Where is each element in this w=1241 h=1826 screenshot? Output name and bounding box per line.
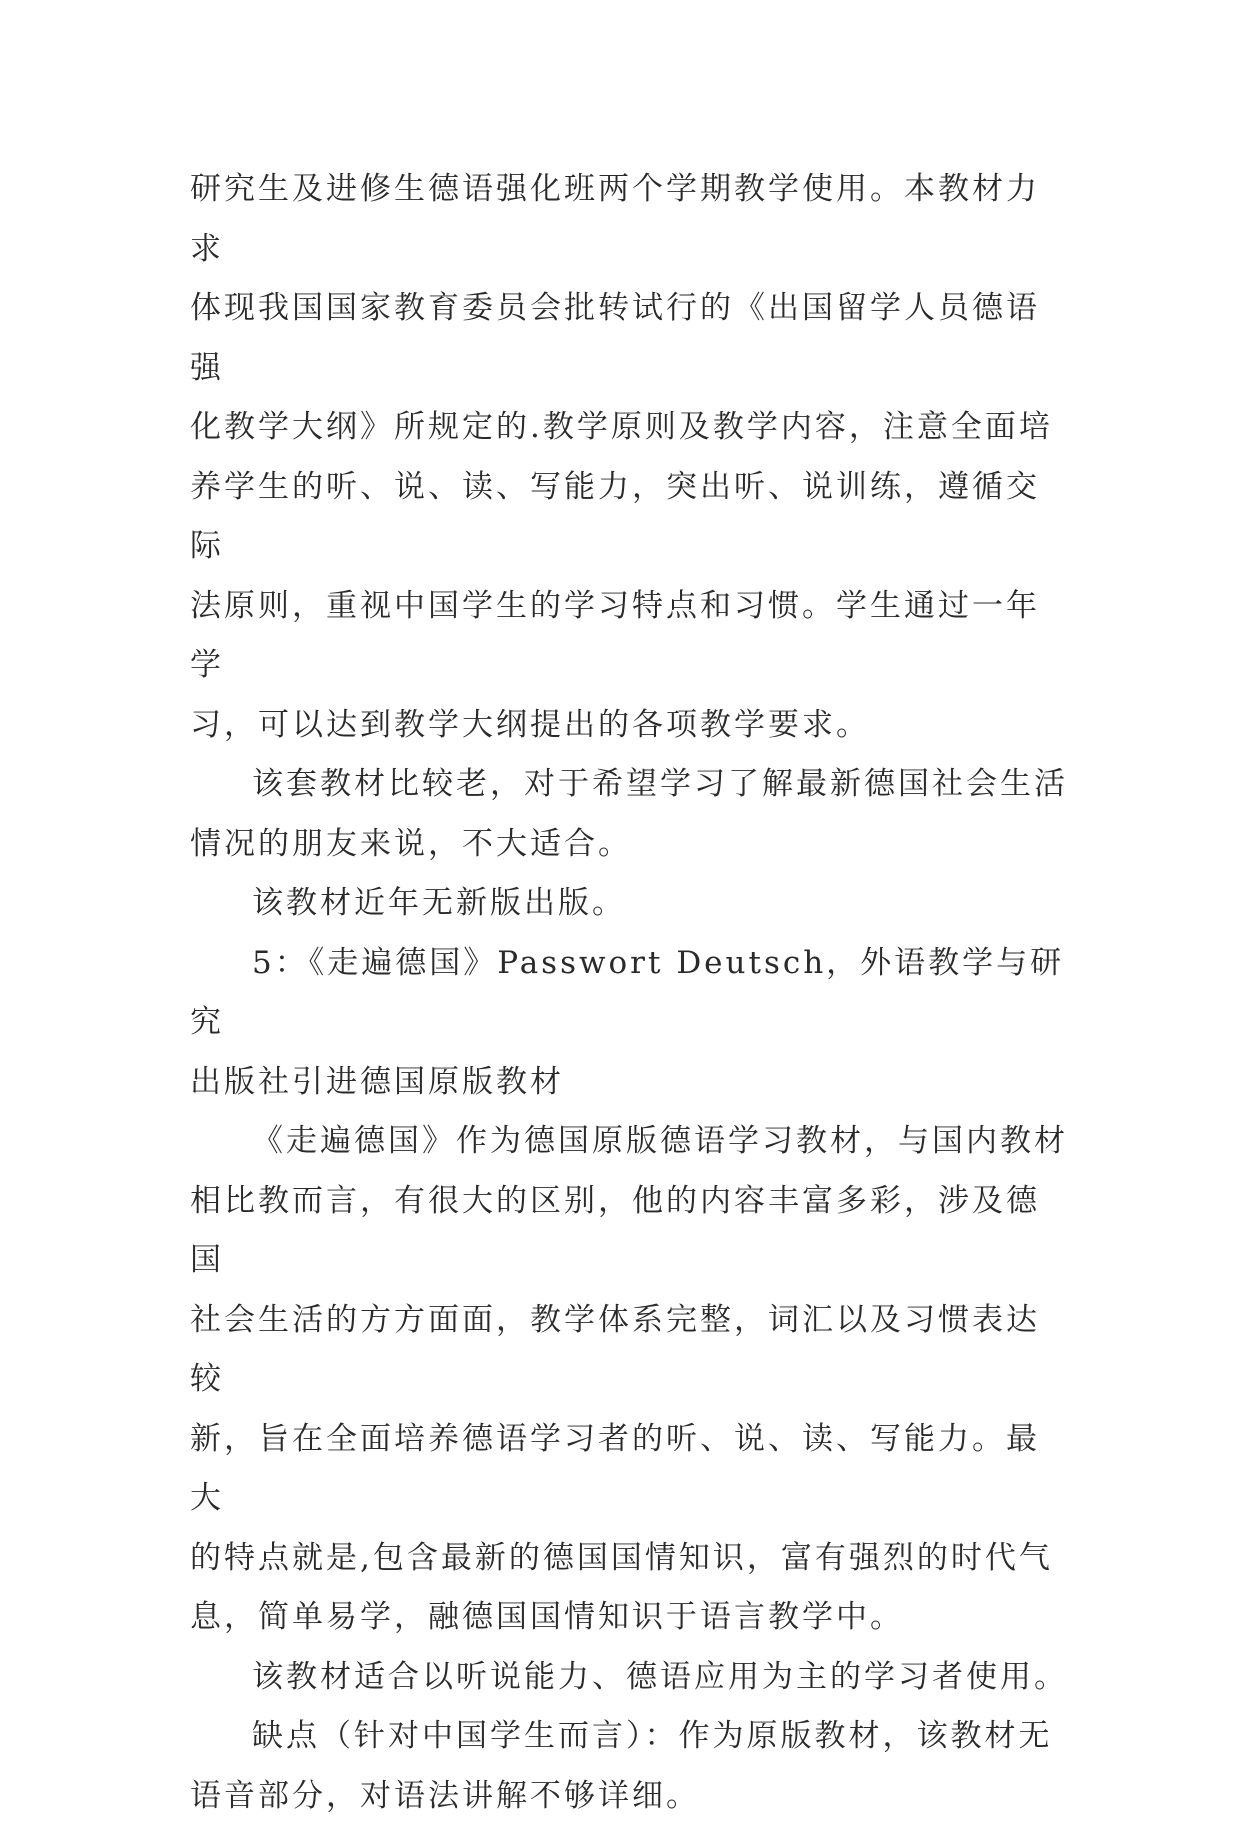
text-line: 5：《走遍德国》Passwort Deutsch，外语教学与研究 xyxy=(190,944,1065,1040)
text-line: 该教材近年无新版出版。 xyxy=(252,885,626,921)
text-line: 相比教而言，有很大的区别，他的内容丰富多彩，涉及德国 xyxy=(190,1182,1040,1278)
text-line: 该套教材比较老，对于希望学习了解最新德国社会生活 xyxy=(252,766,1068,802)
document-body xyxy=(190,160,1070,1826)
text-line: 习，可以达到教学大纲提出的各项教学要求。 xyxy=(190,706,870,743)
text-line: 养学生的听、说、读、写能力，突出听、说训练，遵循交际 xyxy=(190,468,1040,564)
text-line: 体现我国国家教育委员会批转试行的《出国留学人员德语强 xyxy=(190,290,1040,386)
text-line: 的特点就是,包含最新的德国国情知识，富有强烈的时代气 xyxy=(190,1539,1053,1576)
paragraph-no-new-edition xyxy=(190,874,1070,934)
paragraph-old-material-note xyxy=(190,755,1070,874)
text-line: 新，旨在全面培养德语学习者的听、说、读、写能力。最大 xyxy=(190,1420,1040,1516)
text-line: 出版社引进德国原版教材 xyxy=(190,1063,564,1100)
text-line: 《走遍德国》作为德国原版德语学习教材，与国内教材 xyxy=(252,1123,1068,1159)
text-line: 社会生活的方方面面，教学体系完整，词汇以及习惯表达较 xyxy=(190,1301,1040,1397)
text-line: 缺点（针对中国学生而言）：作为原版教材，该教材无 xyxy=(252,1718,1053,1754)
paragraph-item-5-heading xyxy=(190,934,1070,1113)
paragraph-passwort-description xyxy=(190,1112,1070,1648)
text-line: 研究生及进修生德语强化班两个学期教学使用。本教材力求 xyxy=(190,171,1040,267)
text-line: 化教学大纲》所规定的.教学原则及教学内容，注意全面培 xyxy=(190,409,1053,445)
text-line: 法原则，重视中国学生的学习特点和习惯。学生通过一年学 xyxy=(190,587,1040,683)
paragraph-drawbacks xyxy=(190,1707,1070,1826)
text-line: 息，简单易学，融德国国情知识于语言教学中。 xyxy=(190,1599,904,1635)
paragraph-suitable-for xyxy=(190,1648,1070,1708)
text-line: 该教材适合以听说能力、德语应用为主的学习者使用。 xyxy=(252,1658,1068,1695)
text-line: 情况的朋友来说，不大适合。 xyxy=(190,825,632,862)
paragraph-intro-continuation xyxy=(190,160,1070,755)
text-line: 语音部分，对语法讲解不够详细。 xyxy=(190,1777,700,1814)
